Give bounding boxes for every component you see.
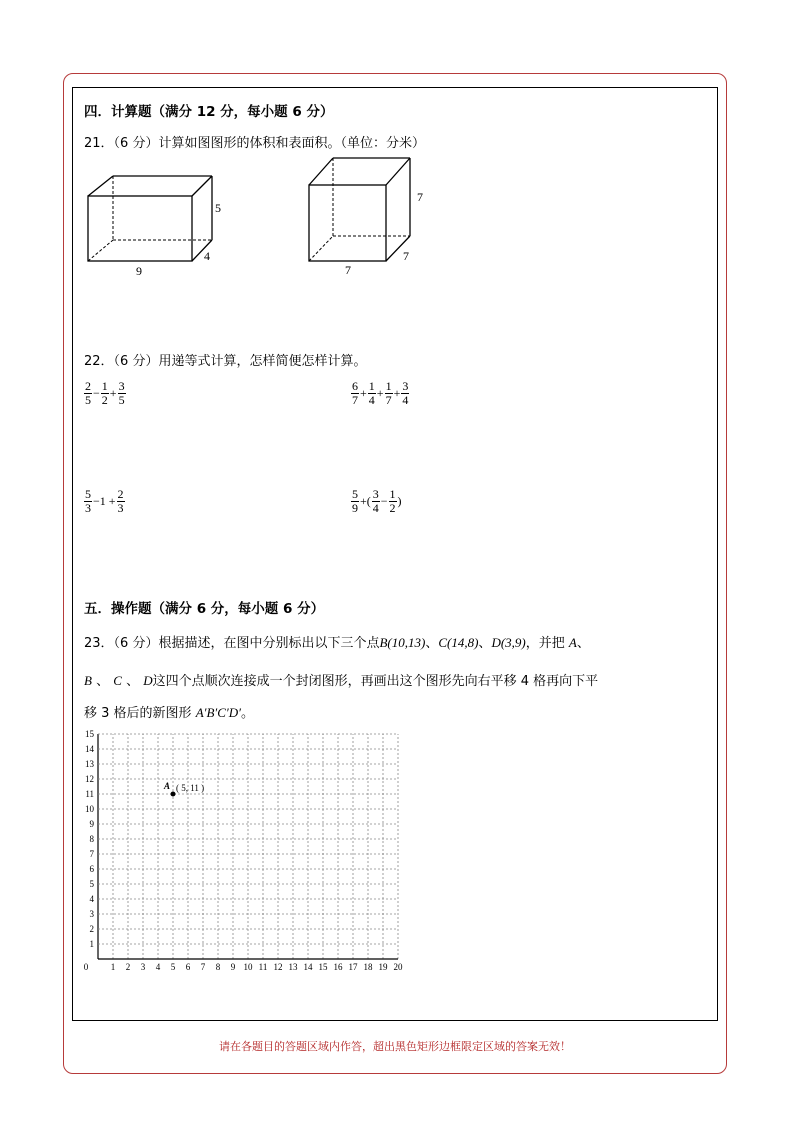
- q22-expression-3: $\frac{5}{3}$ −1 + $\frac{2}{3}$: [85, 487, 124, 515]
- q21-text: 21．（6 分）计算如图图形的体积和表面积。（单位：分米）: [84, 136, 425, 151]
- x-tick-label: 1: [110, 962, 116, 972]
- point-a-marker: [171, 792, 176, 797]
- x-tick-label: 3: [140, 962, 146, 972]
- y-tick-label: 3: [89, 909, 94, 919]
- q22-expression-4: $\frac{5}{9}$ +( $\frac{3}{4}$ − $\frac{1}{2}$ ): [352, 487, 402, 515]
- x-tick-label: 12: [273, 962, 283, 972]
- x-tick-label: 10: [243, 962, 253, 972]
- y-tick-label: 4: [89, 894, 94, 904]
- y-tick-label: 9: [89, 819, 94, 829]
- x-tick-label: 9: [230, 962, 236, 972]
- x-tick-label: 16: [333, 962, 343, 972]
- y-tick-label: 11: [85, 789, 94, 799]
- point-a-coord: ( 5, 11 ): [176, 783, 205, 793]
- box2-height-label: 7: [417, 190, 423, 204]
- x-tick-label: 0: [83, 962, 89, 972]
- cuboid-figure-1: [80, 170, 240, 280]
- q22-expression-2: $\frac{6}{7}$ + $\frac{1}{4}$ + $\frac{1}{7}$ + $\frac{3}{4}$: [352, 379, 409, 407]
- y-tick-label: 15: [85, 729, 94, 739]
- box1-width-label: 4: [204, 249, 210, 263]
- x-tick-label: 5: [170, 962, 176, 972]
- section5-heading: 五．操作题（满分 6 分，每小题 6 分）: [84, 601, 325, 617]
- coordinate-grid: [78, 722, 418, 977]
- y-tick-label: 6: [89, 864, 94, 874]
- footer-notice: 请在各题目的答题区域内作答，超出黑色矩形边框限定区域的答案无效！: [219, 1040, 571, 1053]
- box1-length-label: 9: [136, 264, 142, 278]
- x-tick-label: 15: [318, 962, 328, 972]
- y-tick-label: 10: [85, 804, 94, 814]
- x-tick-label: 2: [125, 962, 131, 972]
- y-tick-label: 14: [85, 744, 94, 754]
- q22-expression-1: $\frac{2}{5}$ − $\frac{1}{2}$ + $\frac{3}{5}$: [85, 379, 125, 407]
- x-tick-label: 8: [215, 962, 221, 972]
- x-tick-label: 6: [185, 962, 191, 972]
- box2-width-label: 7: [403, 249, 409, 263]
- point-a-label: A: [164, 781, 171, 791]
- y-tick-label: 12: [85, 774, 94, 784]
- box2-length-label: 7: [345, 263, 351, 277]
- x-tick-label: 11: [258, 962, 268, 972]
- q23-line-3: 移 3 格后的新图形 A′B′C′D′。: [84, 705, 255, 721]
- x-tick-label: 7: [200, 962, 206, 972]
- x-tick-label: 14: [303, 962, 313, 972]
- y-tick-label: 8: [89, 834, 94, 844]
- y-tick-label: 7: [89, 849, 94, 859]
- box1-height-label: 5: [215, 201, 221, 215]
- y-tick-label: 13: [85, 759, 94, 769]
- y-tick-label: 1: [89, 939, 94, 949]
- q22-text: 22．（6 分）用递等式计算，怎样简便怎样计算。: [84, 354, 367, 369]
- q23-line-2: B 、 C 、 D这四个点顺次连接成一个封闭图形，再画出这个图形先向右平移 4 格再向下平: [84, 673, 599, 689]
- x-tick-label: 13: [288, 962, 298, 972]
- y-tick-label: 2: [89, 924, 94, 934]
- x-tick-label: 20: [393, 962, 403, 972]
- x-tick-label: 17: [348, 962, 358, 972]
- x-tick-label: 19: [378, 962, 388, 972]
- x-tick-label: 18: [363, 962, 373, 972]
- y-tick-label: 5: [89, 879, 94, 889]
- section4-heading: 四．计算题（满分 12 分，每小题 6 分）: [84, 104, 334, 120]
- q23-line-1: 23．（6 分）根据描述，在图中分别标出以下三个点B(10,13)、C(14,8)、D(3,9)，并把 A、: [84, 635, 590, 651]
- cube-figure-2: [302, 150, 442, 280]
- x-tick-label: 4: [155, 962, 161, 972]
